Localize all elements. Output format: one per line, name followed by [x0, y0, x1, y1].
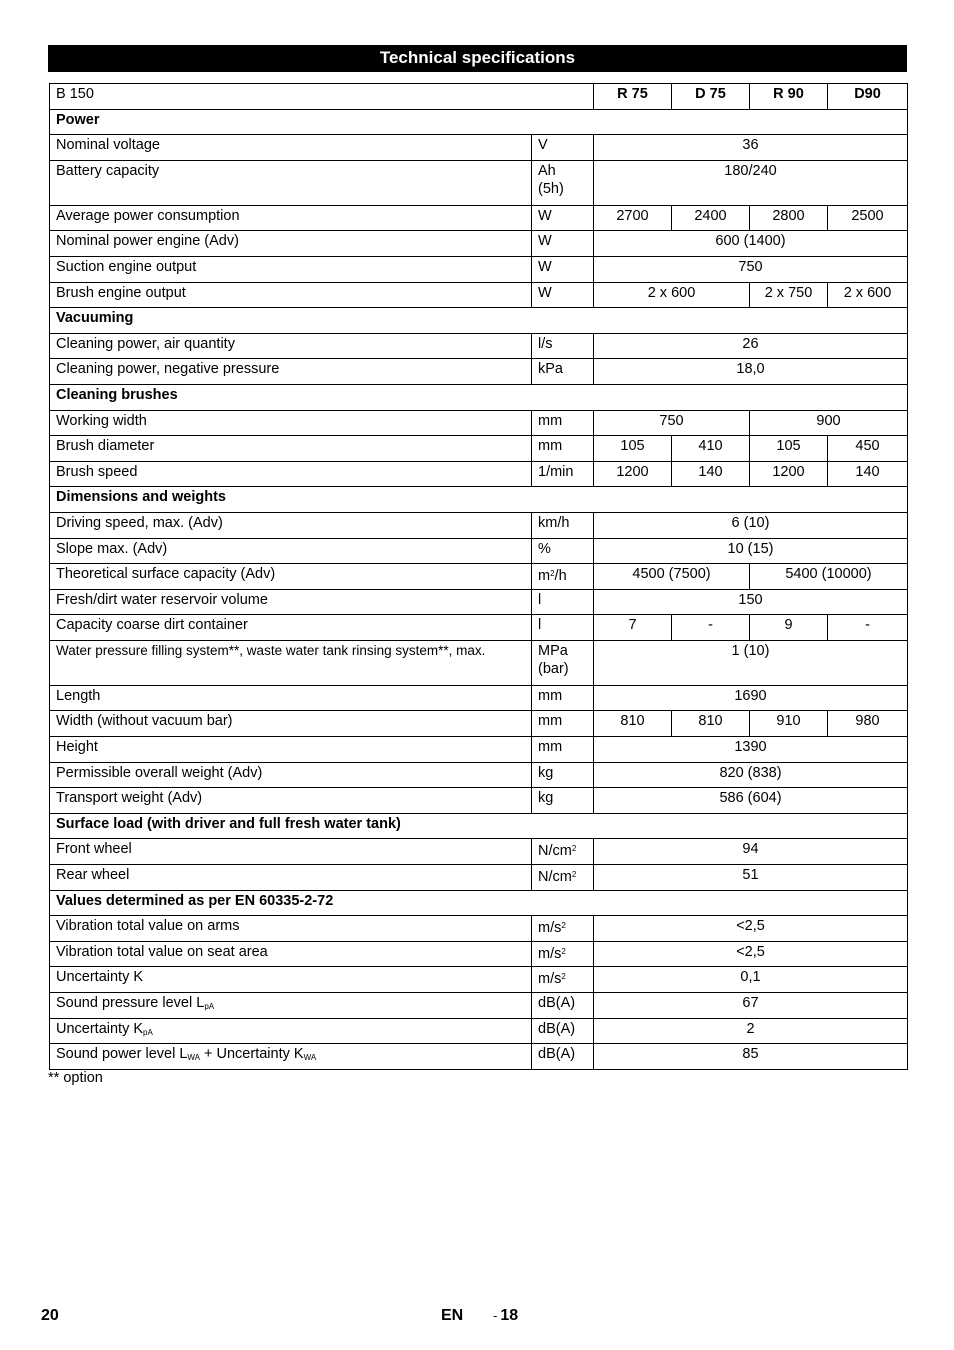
row-value: 2700 [594, 205, 672, 231]
sheet-dash: - [493, 1308, 498, 1323]
row-unit [532, 160, 594, 205]
row-value: 10 (15) [594, 538, 908, 564]
table-row [50, 589, 908, 615]
table-row [50, 1018, 908, 1044]
table-row [50, 282, 908, 308]
row-value: 18,0 [594, 359, 908, 385]
row-value: 2 x 750 [750, 282, 828, 308]
row-label: Vibration total value on arms [50, 916, 532, 942]
row-value: 1 (10) [594, 640, 908, 685]
unit-superscript: 2 [561, 946, 566, 956]
table-row [50, 410, 908, 436]
label-text: Sound power level L [56, 1046, 188, 1063]
table-row [50, 865, 908, 891]
page-title: Technical specifications [48, 45, 907, 72]
spec-table [49, 83, 908, 1070]
row-value: <2,5 [594, 941, 908, 967]
table-row [50, 615, 908, 641]
row-label: Suction engine output [50, 256, 532, 282]
unit-tail: /h [554, 568, 567, 585]
row-value: 900 [750, 410, 908, 436]
row-label: Fresh/dirt water reservoir volume [50, 589, 532, 615]
row-unit: l [532, 589, 594, 615]
table-row [50, 916, 908, 942]
row-value: 1200 [594, 461, 672, 487]
row-label: Vibration total value on seat area [50, 941, 532, 967]
row-label: Brush speed [50, 461, 532, 487]
row-label: Average power consumption [50, 205, 532, 231]
row-value: 7 [594, 615, 672, 641]
row-unit: mm [532, 711, 594, 737]
row-value: 1390 [594, 737, 908, 763]
section-vacuuming: Vacuuming [50, 308, 908, 334]
row-value: 140 [828, 461, 908, 487]
variant-d75: D 75 [672, 84, 750, 110]
row-value: 150 [594, 589, 908, 615]
row-unit [532, 640, 594, 685]
row-value: 2 [594, 1018, 908, 1044]
row-label: Width (without vacuum bar) [50, 711, 532, 737]
row-value: 51 [594, 865, 908, 891]
row-unit: W [532, 282, 594, 308]
row-value: 26 [594, 333, 908, 359]
table-row [50, 762, 908, 788]
row-unit [532, 941, 594, 967]
row-unit: dB(A) [532, 1044, 594, 1070]
row-unit: l [532, 615, 594, 641]
row-label: Brush engine output [50, 282, 532, 308]
unit-line: Ah [538, 162, 556, 179]
sheet-value: 18 [500, 1307, 519, 1324]
variant-r75: R 75 [594, 84, 672, 110]
unit-base: m/s [538, 945, 562, 962]
row-value: 450 [828, 436, 908, 462]
language-code: EN [441, 1307, 464, 1324]
table-row [50, 135, 908, 161]
unit-superscript: 2 [561, 972, 566, 982]
row-label: Working width [50, 410, 532, 436]
unit-line: MPa [538, 642, 568, 659]
unit-superscript: 2 [561, 921, 566, 931]
table-row [50, 160, 908, 205]
table-row [50, 967, 908, 993]
row-unit [532, 916, 594, 942]
row-value: 67 [594, 993, 908, 1019]
section-surface-load: Surface load (with driver and full fresh water tank) [50, 813, 908, 839]
row-label: Uncertainty K [50, 967, 532, 993]
row-label: Cleaning power, negative pressure [50, 359, 532, 385]
unit-superscript: 2 [571, 870, 577, 880]
row-unit: V [532, 135, 594, 161]
section-dimensions: Dimensions and weights [50, 487, 908, 513]
row-value: 105 [594, 436, 672, 462]
sheet-number [493, 1307, 518, 1325]
row-value: - [828, 615, 908, 641]
row-value: 1200 [750, 461, 828, 487]
table-row [50, 256, 908, 282]
row-label [50, 1018, 532, 1044]
variant-r90: R 90 [750, 84, 828, 110]
row-value: 910 [750, 711, 828, 737]
label-subscript: pA [204, 1002, 215, 1011]
row-label: Slope max. (Adv) [50, 538, 532, 564]
table-row [50, 205, 908, 231]
table-row [50, 564, 908, 590]
page-number: 20 [41, 1307, 59, 1324]
unit-line: (bar) [538, 660, 569, 677]
label-subscript: pA [143, 1027, 153, 1037]
table-row [50, 640, 908, 685]
row-unit [532, 865, 594, 891]
row-label: Brush diameter [50, 436, 532, 462]
row-value: 85 [594, 1044, 908, 1070]
row-label: Front wheel [50, 839, 532, 865]
table-row [50, 231, 908, 257]
row-label [50, 1044, 532, 1070]
row-unit: % [532, 538, 594, 564]
label-subscript: WA [303, 1053, 317, 1063]
table-row [50, 737, 908, 763]
row-unit: kPa [532, 359, 594, 385]
row-value: 180/240 [594, 160, 908, 205]
label-text: Sound pressure level L [56, 995, 205, 1011]
table-row [50, 436, 908, 462]
model-name: B 150 [50, 84, 594, 110]
section-brushes: Cleaning brushes [50, 384, 908, 410]
row-label: Capacity coarse dirt container [50, 615, 532, 641]
row-value: 140 [672, 461, 750, 487]
row-value: 2400 [672, 205, 750, 231]
row-label: Length [50, 685, 532, 711]
row-unit: kg [532, 762, 594, 788]
row-value: 2800 [750, 205, 828, 231]
section-row [50, 487, 908, 513]
row-unit: mm [532, 685, 594, 711]
row-label: Battery capacity [50, 160, 532, 205]
row-unit [532, 839, 594, 865]
section-row [50, 109, 908, 135]
row-unit: 1/min [532, 461, 594, 487]
row-label: Driving speed, max. (Adv) [50, 512, 532, 538]
row-unit: dB(A) [532, 993, 594, 1019]
row-label: Permissible overall weight (Adv) [50, 762, 532, 788]
section-row [50, 308, 908, 334]
row-value: 0,1 [594, 967, 908, 993]
row-unit: W [532, 231, 594, 257]
row-label: Theoretical surface capacity (Adv) [50, 564, 532, 590]
row-value: 820 (838) [594, 762, 908, 788]
section-row [50, 890, 908, 916]
row-value: 6 (10) [594, 512, 908, 538]
unit-base: m [538, 568, 551, 585]
unit-base: N/cm [538, 869, 572, 886]
row-label: Nominal voltage [50, 135, 532, 161]
row-value: 750 [594, 256, 908, 282]
row-value: 2500 [828, 205, 908, 231]
variant-d90: D90 [828, 84, 908, 110]
row-value: - [672, 615, 750, 641]
row-unit: dB(A) [532, 1018, 594, 1044]
unit-superscript: 2 [571, 844, 577, 854]
row-value: 1690 [594, 685, 908, 711]
row-label: Nominal power engine (Adv) [50, 231, 532, 257]
row-label: Rear wheel [50, 865, 532, 891]
row-value: 36 [594, 135, 908, 161]
label-text: Uncertainty K [56, 1020, 144, 1037]
label-text: + Uncertainty K [200, 1046, 304, 1063]
row-value: 2 x 600 [594, 282, 750, 308]
row-value: 94 [594, 839, 908, 865]
table-header-row [50, 84, 908, 110]
unit-base: m/s [538, 971, 562, 988]
row-label [50, 993, 532, 1019]
row-label: Transport weight (Adv) [50, 788, 532, 814]
row-value: 5400 (10000) [750, 564, 908, 590]
row-value: 105 [750, 436, 828, 462]
row-label: Height [50, 737, 532, 763]
table-row [50, 685, 908, 711]
section-row [50, 813, 908, 839]
row-unit: kg [532, 788, 594, 814]
row-unit [532, 967, 594, 993]
row-value: 9 [750, 615, 828, 641]
row-unit: mm [532, 737, 594, 763]
unit-base: N/cm [538, 843, 572, 860]
row-value: 750 [594, 410, 750, 436]
row-value: 586 (604) [594, 788, 908, 814]
row-unit: km/h [532, 512, 594, 538]
row-value: <2,5 [594, 916, 908, 942]
table-row [50, 711, 908, 737]
table-row [50, 333, 908, 359]
unit-line: (5h) [538, 180, 564, 197]
row-unit: mm [532, 410, 594, 436]
table-row [50, 788, 908, 814]
row-value: 600 (1400) [594, 231, 908, 257]
row-value: 980 [828, 711, 908, 737]
unit-superscript: 2 [550, 569, 555, 579]
table-row [50, 993, 908, 1019]
row-unit [532, 564, 594, 590]
table-row [50, 359, 908, 385]
row-value: 2 x 600 [828, 282, 908, 308]
section-power: Power [50, 109, 908, 135]
label-subscript: WA [187, 1053, 200, 1063]
table-row [50, 1044, 908, 1070]
row-value: 810 [672, 711, 750, 737]
table-row [50, 839, 908, 865]
table-row [50, 538, 908, 564]
table-row [50, 512, 908, 538]
row-label: Cleaning power, air quantity [50, 333, 532, 359]
section-values: Values determined as per EN 60335-2-72 [50, 890, 908, 916]
section-row [50, 384, 908, 410]
row-value: 4500 (7500) [594, 564, 750, 590]
table-row [50, 941, 908, 967]
footnote: ** option [48, 1070, 103, 1086]
row-unit: mm [532, 436, 594, 462]
unit-base: m/s [538, 920, 562, 937]
row-value: 810 [594, 711, 672, 737]
row-value: 410 [672, 436, 750, 462]
row-unit: W [532, 205, 594, 231]
row-label: Water pressure filling system**, waste water tank rinsing system**, max. [50, 640, 532, 685]
row-unit: W [532, 256, 594, 282]
row-unit: l/s [532, 333, 594, 359]
table-row [50, 461, 908, 487]
